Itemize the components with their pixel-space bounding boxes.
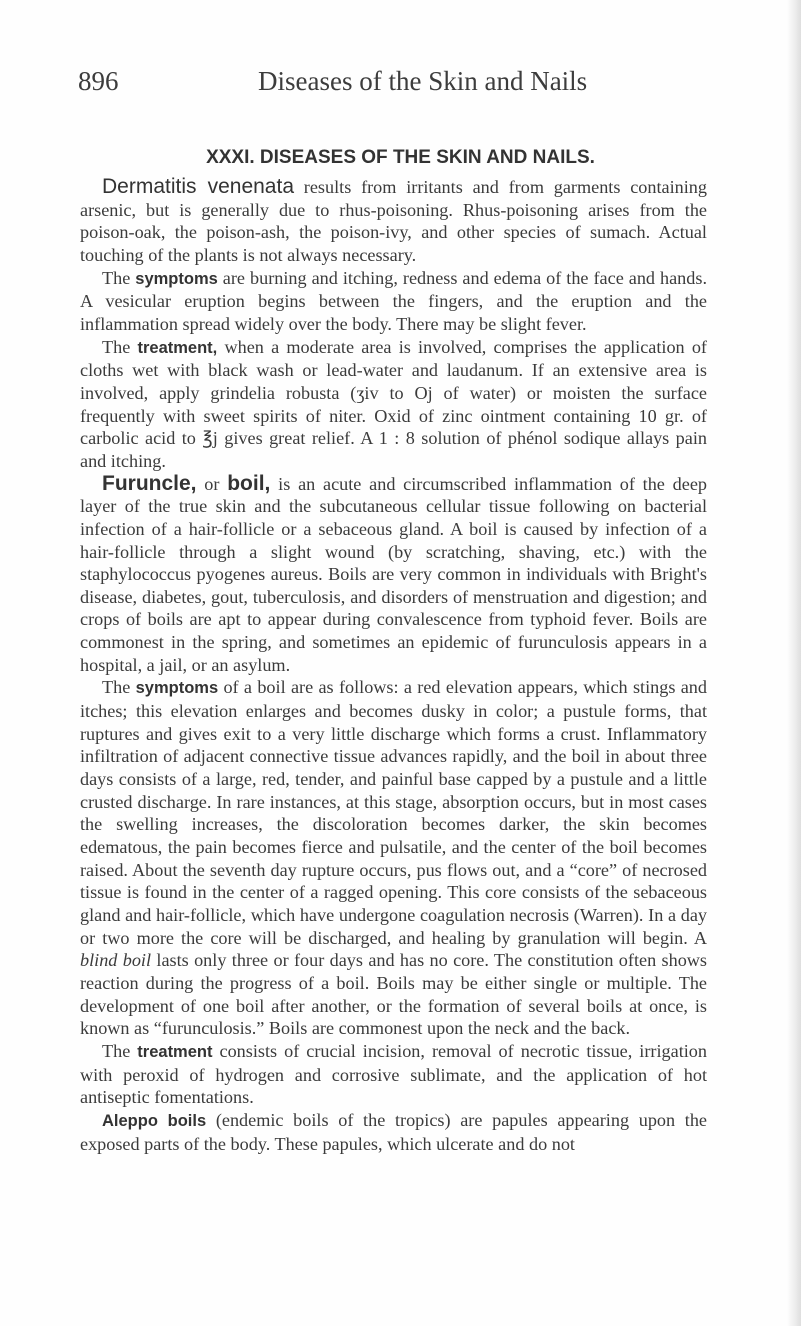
paragraph-text: when a moderate area is involved, comprises the application of cloths wet with black wash or lead-water and laudanum. If an extensive area is involved, apply grindelia robusta (ʒiv to Oj of water) or moisten the surface frequently with sweet spirits of niter. Oxid of zinc ointment containing 10 gr. of carbolic acid to ℥j gives great relief. A 1 : 8 solution of phénol sodique allays pain and itching. xyxy=(80,336,707,471)
paragraph-symptoms-dermatitis xyxy=(80,267,707,336)
paragraph-symptoms-boil xyxy=(80,676,707,1040)
running-title: Diseases of the Skin and Nails xyxy=(258,66,588,96)
term-dermatitis-venenata: Dermatitis venenata xyxy=(102,175,294,198)
paragraph-aleppo-boils xyxy=(80,1109,707,1155)
paragraph-connector: or xyxy=(196,473,228,494)
paragraph-lead: The xyxy=(102,1040,138,1061)
paragraph-lead: The xyxy=(102,336,138,357)
term-furuncle: Furuncle, xyxy=(102,471,197,495)
paragraph-text: are burning and itching, redness and edema of the face and hands. A vesicular eruption begins between the fingers, and the eruption and the inflammation spread widely over the body. There may be slight fever. xyxy=(80,267,707,334)
paragraph-treatment-dermatitis xyxy=(80,336,707,473)
term-blind-boil: blind boil xyxy=(80,950,152,971)
paragraph-text: consists of crucial incision, removal of necrotic tissue, irrigation with peroxid of hydrogen and corrosive sublimate, and the application of hot antiseptic fomentations. xyxy=(80,1040,707,1108)
paragraph-text: is an acute and circumscribed inflammation of the deep layer of the true skin and the subcutaneous cellular tissue following on bacterial infection of a hair-follicle or a sebaceous gland. A boil is caused by infection of a hair-follicle through a slight wound (by scratching, shaving, etc.) with the staphylococcus pyogenes aureus. Boils are very common in individuals with Bright's disease, diabetes, gout, tuberculosis, and disorders of menstruation and digestion; and crops of boils are apt to appear during convalescence from typhoid fever. Boils are commonest in the spring, and sometimes an epidemic of furunculosis appears in a hospital, a jail, or an asylum. xyxy=(80,473,707,675)
page-edge-shadow xyxy=(787,0,801,1326)
page-number: 896 xyxy=(78,66,119,96)
paragraph-lead: The xyxy=(102,267,136,288)
term-boil: boil, xyxy=(227,471,271,495)
body-text xyxy=(80,176,707,1155)
term-treatment: treatment, xyxy=(137,338,218,357)
paragraph-text: (endemic boils of the tropics) are papules appearing upon the exposed parts of the body. These papules, which ulcerate and do not xyxy=(80,1109,708,1154)
paragraph-furuncle xyxy=(80,473,707,677)
paragraph-text: of a boil are as follows: a red elevation appears, which stings and itches; this elevation enlarges and becomes dusky in color; a pustule forms, that ruptures and gives exit to a very little discharge which forms a crust. Inflammatory infiltration of adjacent connective tissue advances rapidly, and the boil in about three days consists of a large, red, tender, and painful base capped by a pustule and a little crusted discharge. In rare instances, at this stage, absorption occurs, but in most cases the swelling increases, the discoloration becomes darker, the skin becomes edematous, the pain becomes fierce and pulsatile, and the center of the boil becomes raised. About the seventh day rupture occurs, pus flows out, and a “core” of necrosed tissue is found in the center of a ragged opening. This core consists of the sebaceous gland and hair-follicle, which have undergone coagulation necrosis (Warren). In a day or two more the core will be discharged, and healing by granulation will begin. A xyxy=(80,677,707,948)
term-symptoms: symptoms xyxy=(135,269,218,288)
paragraph-text: results from irritants and from garments containing arsenic, but is generally due to rhus-poisoning. Rhus-poisoning arises from the poison-oak, the poison-ash, the poison-ivy, and other species of sumach. Actual touching of the plants is not always necessary. xyxy=(80,177,707,265)
term-symptoms: symptoms xyxy=(135,679,219,698)
paragraph-dermatitis xyxy=(80,176,707,267)
paragraph-treatment-boil xyxy=(80,1040,707,1109)
term-treatment: treatment xyxy=(137,1042,213,1061)
term-aleppo-boils: Aleppo boils xyxy=(102,1111,207,1130)
paragraph-lead: The xyxy=(102,677,136,698)
paragraph-text-continued: lasts only three or four days and has no core. The constitution often shows reaction during the progress of a boil. Boils may be either single or multiple. The development of one boil after another, or the formation of several boils at once, is known as “furunculosis.” Boils are commonest upon the neck and the back. xyxy=(80,950,707,1039)
chapter-title: XXXI. DISEASES OF THE SKIN AND NAILS. xyxy=(206,147,595,168)
